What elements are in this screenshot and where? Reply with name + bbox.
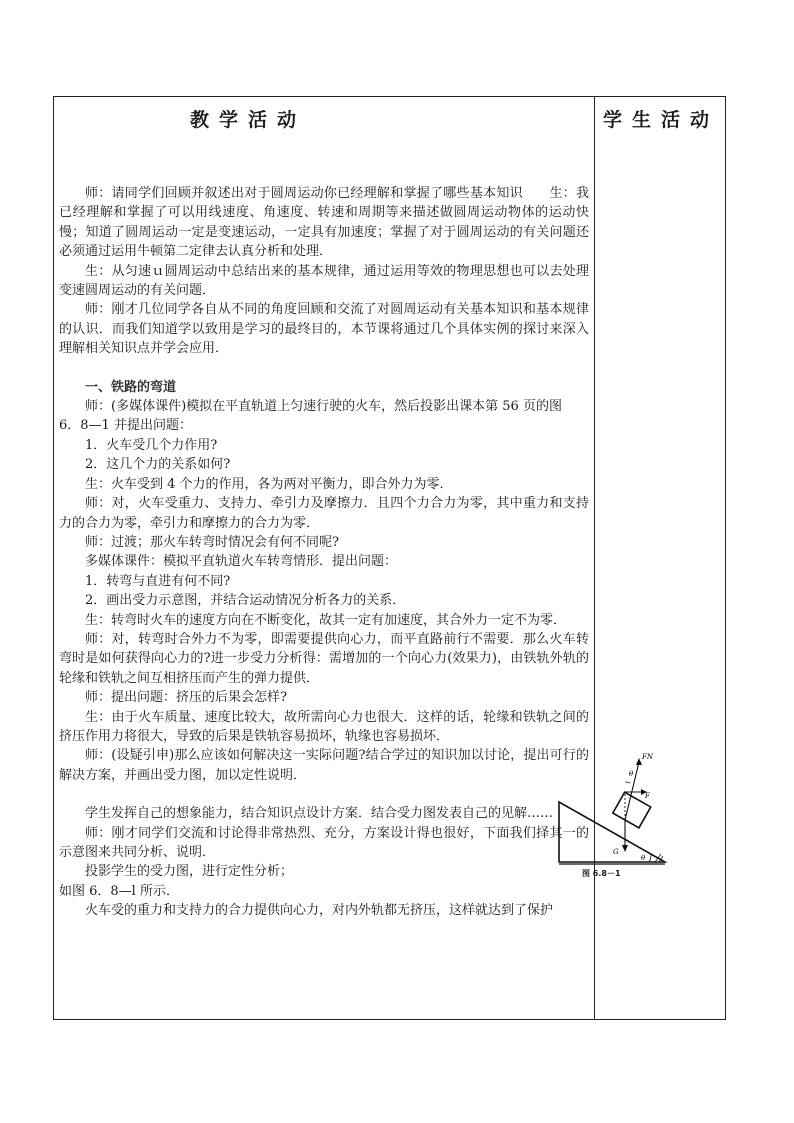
teaching-activity-title: 教学活动	[190, 109, 307, 131]
paragraph: 师：刚才同学们交流和讨论得非常热烈、充分，方案设计得也很好，下面我们择其一的示意图来共同分析、说明．	[59, 825, 589, 860]
force-diagram	[557, 750, 667, 868]
paragraph: 师：(设疑引申)那么应该如何解决这一实际问题?结合学过的知识加以讨论，提出可行的解决方案，并画出受力图，加以定性说明．	[59, 748, 589, 783]
f-label: F	[645, 792, 650, 800]
figure-caption: 图 6.8－1	[582, 869, 621, 878]
paragraph: 2．这几个力的关系如何?	[85, 457, 231, 473]
section-heading: 一、铁路的弯道	[85, 379, 177, 395]
lesson-table	[53, 96, 726, 1020]
paragraph: 1．火车受几个力作用?	[85, 437, 218, 453]
paragraph: 投影学生的受力图，进行定性分析；	[85, 864, 294, 880]
paragraph: 火车受的重力和支持力的合力提供向心力，对内外轨都无挤压，这样就达到了保护	[85, 903, 554, 919]
paragraph: 2．画出受力示意图，并结合运动情况分析各力的关系．	[85, 593, 406, 609]
theta-top-label: θ	[629, 770, 634, 778]
g-label: G	[613, 848, 619, 856]
fn-label: FN	[642, 753, 653, 761]
teaching-content	[59, 184, 589, 921]
paragraph: 如图 6．8—l 所示．	[59, 883, 179, 899]
paragraph: 师：刚才几位同学各自从不同的角度回顾和交流了对圆周运动有关基本知识和基本规律的认识．而我们知道学以致用是学习的最终目的，本节课将通过几个具体实例的探讨来深入理解相关知识点并学会应用．	[59, 302, 589, 357]
student-activity-title: 学生活动	[603, 109, 720, 131]
paragraph: 师：提出问题：挤压的后果会怎样?	[85, 690, 287, 706]
blank-line	[59, 359, 589, 378]
paragraph: 师：(多媒体课件)模拟在平直轨道上匀速行驶的火车，然后投影出课本第 56 页的图	[85, 399, 562, 415]
column-divider	[594, 97, 595, 1019]
blank-line	[59, 785, 589, 804]
paragraph: 1．转弯与直进有何不同?	[85, 573, 231, 589]
paragraph: 生：火车受到 4 个力的作用，各为两对平衡力，即合外力为零．	[85, 476, 453, 492]
theta-bottom-label: θ	[641, 854, 646, 862]
paragraph: 师：对，转弯时合外力不为零，即需要提供向心力，而平直路前行不需要．那么火车转弯时是如何获得向心力的?进一步受力分析得：需增加的一个向心力(效果力)，由铁轨外轨的轮缘和铁轨之间互相挤压而产生的弹力提供．	[59, 631, 589, 686]
paragraph: 师：对，火车受重力、支持力、牵引力及摩擦力．且四个力合力为零，其中重力和支持力的合力为零，牵引力和摩擦力的合力为零．	[59, 496, 589, 531]
paragraph: 师：请同学们回顾并叙述出对于圆周运动你已经理解和掌握了哪些基本知识 生：我已经理解和掌握了可以用线速度、角速度、转速和周期等来描述做圆周运动物体的运动快慢；知道了圆周运动一定是变速运动，一定具有加速度；掌握了对于圆周运动的有关问题还必须通过运用牛顿第二定律去认真分析和处理．	[59, 186, 589, 260]
paragraph: 6．8—1 并提出问题：	[59, 418, 192, 434]
paragraph: 师：过渡；那火车转弯时情况会有何不同呢?	[85, 534, 339, 550]
paragraph: 生：由于火车质量、速度比较大，故所需向心力也很大．这样的话，轮缘和铁轨之间的挤压作用力将很大，导致的后果是铁轨容易损坏，轨缘也容易损坏．	[59, 709, 589, 744]
paragraph: 生：从匀速ｕ圆周运动中总结出来的基本规律，通过运用等效的物理思想也可以去处理变速圆周运动的有关问题．	[59, 263, 589, 299]
paragraph: 学生发挥自己的想象能力，结合知识点设计方案．结合受力图发表自己的见解……	[85, 806, 554, 822]
paragraph: 生：转弯时火车的速度方向在不断变化，故其一定有加速度，其合外力一定不为零．	[85, 612, 567, 628]
paragraph: 多媒体课件：模拟平直轨道火车转弯情形．提出问题：	[85, 554, 398, 570]
